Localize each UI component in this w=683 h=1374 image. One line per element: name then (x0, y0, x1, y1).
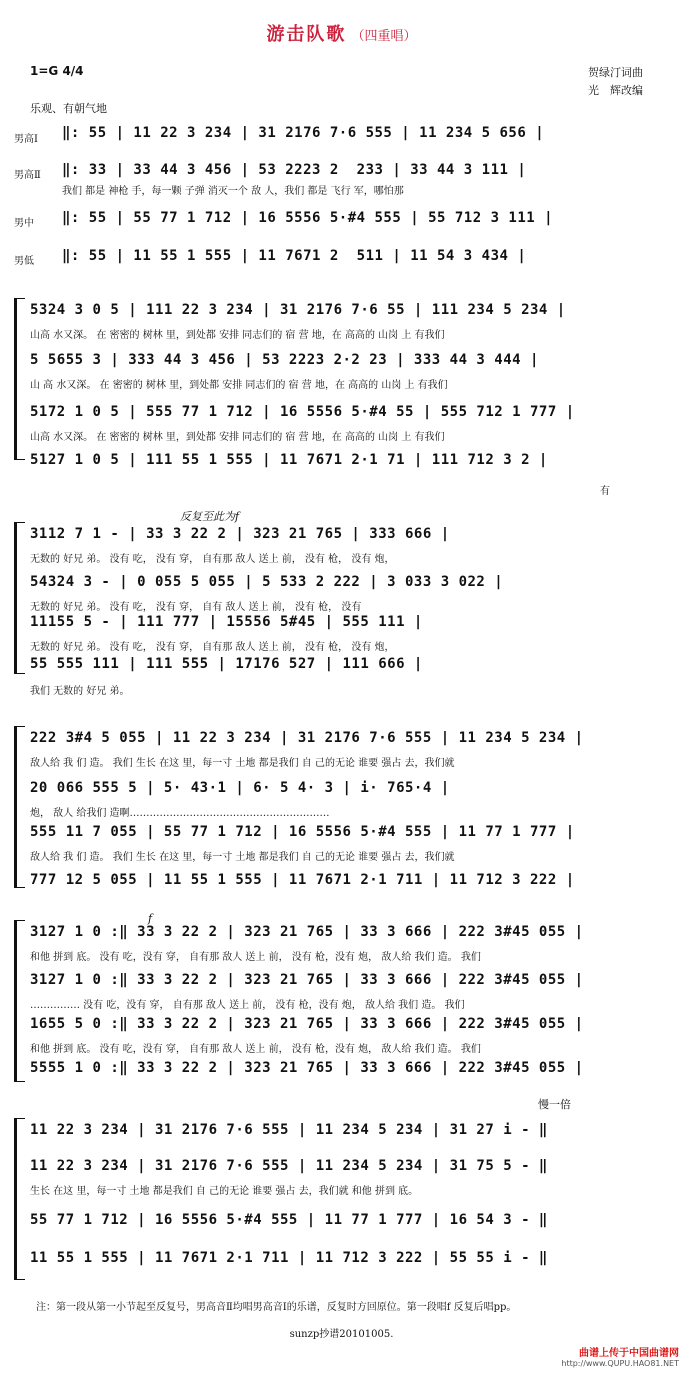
staff-s6-v4: 11 55 1 555 | 11 7671 2·1 711 | 11 712 3 222 | 55 55 i - ‖ (30, 1250, 548, 1266)
lyric-s3-v4: 我们 无数的 好兄 弟。 (30, 686, 130, 697)
staff-s5-v3: 1655 5 0 :‖ 33 3 22 2 | 323 21 765 | 33 3 666 | 222 3#45 055 | (30, 1016, 584, 1032)
staff-s5-v1: 3127 1 0 :‖ 33 3 22 2 | 323 21 765 | 33 3 666 | 222 3#45 055 | (30, 924, 584, 940)
lyric-s6-v2: 生长 在这 里，每一寸 土地 都是我们 自 己的无论 谁要 强占 去，我们就 和他 拼到 底。 (30, 1186, 419, 1197)
lyric-s2-v1: 山高 水又深。 在 密密的 树林 里，到处都 安排 同志们的 宿 营 地，在 高高的 山岗 上 有我们 (30, 330, 445, 341)
key-signature (30, 64, 84, 78)
staff-s3-v2: 54324 3 - | 0 055 5 055 | 5 533 2 222 | 3 033 3 022 | (30, 574, 504, 590)
staff-s6-v3: 55 77 1 712 | 16 5556 5·#4 555 | 11 77 1 777 | 16 54 3 - ‖ (30, 1212, 548, 1228)
staff-s3-v1: 3112 7 1 - | 33 3 22 2 | 323 21 765 | 333 666 | (30, 526, 450, 542)
website-watermark (561, 1344, 679, 1368)
staff-s5-v2: 3127 1 0 :‖ 33 3 22 2 | 323 21 765 | 33 3 666 | 222 3#45 055 | (30, 972, 584, 988)
dynamic-forte: f (148, 912, 153, 925)
system-bracket (14, 522, 25, 674)
lyric-s3-v1: 无数的 好兄 弟。 没有 吃， 没有 穿， 自有那 敌人 送上 前， 没有 枪， 没有 炮， (30, 554, 395, 565)
watermark-line1: 曲谱上传于中国曲谱网 (579, 1348, 679, 1359)
lyric-s1-v2: 我们 都是 神枪 手，每一颗 子弹 消灭一个 敌 人，我们 都是 飞行 军，哪怕那 (62, 186, 404, 197)
lyric-s5-v1: 和他 拼到 底。 没有 吃，没有 穿， 自有那 敌人 送上 前， 没有 枪，没有 炮， 敌人给 我们 造。 我们 (30, 952, 481, 963)
voice-label-baritone: 男中 (14, 218, 34, 229)
staff-s6-v2: 11 22 3 234 | 31 2176 7·6 555 | 11 234 5 234 | 31 75 5 - ‖ (30, 1158, 548, 1174)
staff-s1-v4: ‖: 55 | 11 55 1 555 | 11 7671 2 511 | 11 54 3 434 | (62, 248, 527, 264)
staff-s4-v3: 555 11 7 055 | 55 77 1 712 | 16 5556 5·#4 555 | 11 77 1 777 | (30, 824, 575, 840)
watermark-line2: http://www.QUPU.HAO81.NET (561, 1359, 679, 1368)
staff-s5-v4: 5555 1 0 :‖ 33 3 22 2 | 323 21 765 | 33 3 666 | 222 3#45 055 | (30, 1060, 584, 1076)
system-bracket (14, 1118, 25, 1280)
staff-s4-v1: 222 3#4 5 055 | 11 22 3 234 | 31 2176 7·6 555 | 11 234 5 234 | (30, 730, 584, 746)
staff-s2-v3: 5172 1 0 5 | 555 77 1 712 | 16 5556 5·#4 55 | 555 712 1 777 | (30, 404, 575, 420)
staff-s1-v3: ‖: 55 | 55 77 1 712 | 16 5556 5·#4 555 | 55 712 3 111 | (62, 210, 554, 226)
lyric-s5-v3: 和他 拼到 底。 没有 吃，没有 穿， 自有那 敌人 送上 前， 没有 枪，没有 炮， 敌人给 我们 造。 我们 (30, 1044, 481, 1055)
repeat-mark: 反复至此为f (180, 510, 240, 523)
lyric-s3-v3: 无数的 好兄 弟。 没有 吃， 没有 穿， 自有那 敌人 送上 前， 没有 枪， 没有 炮， (30, 642, 395, 653)
score-subtitle: （四重唱） (351, 29, 417, 44)
staff-s2-v4: 5127 1 0 5 | 111 55 1 555 | 11 7671 2·1 71 | 111 712 3 2 | (30, 452, 548, 468)
staff-s2-v2: 5 5655 3 | 333 44 3 456 | 53 2223 2·2 23 | 333 44 3 444 | (30, 352, 539, 368)
voice-label-tenor1: 男高Ⅰ (14, 134, 38, 145)
credit-arranger: 光 辉改编 (588, 84, 643, 97)
credit-composer: 贺绿汀词曲 (588, 66, 643, 79)
staff-s2-v1: 5324 3 0 5 | 111 22 3 234 | 31 2176 7·6 55 | 111 234 5 234 | (30, 302, 566, 318)
system-bracket (14, 298, 25, 460)
score-title: 游击队歌 (266, 24, 347, 45)
lyric-s2-v4: 有 (600, 486, 610, 497)
lyric-s5-v2: …………… 没有 吃，没有 穿， 自有那 敌人 送上 前， 没有 枪，没有 炮， 敌人给 我们 造。 我们 (30, 1000, 465, 1011)
score-title-block (0, 20, 683, 46)
staff-s6-v1: 11 22 3 234 | 31 2176 7·6 555 | 11 234 5 234 | 31 27 i - ‖ (30, 1122, 548, 1138)
staff-s4-v4: 777 12 5 055 | 11 55 1 555 | 11 7671 2·1 711 | 11 712 3 222 | (30, 872, 575, 888)
transcriber-signature: sunzp抄谱20101005. (289, 1329, 394, 1340)
tempo-change-mark: 慢一倍 (538, 1098, 571, 1111)
voice-label-bass: 男低 (14, 256, 34, 267)
time-signature: 4/4 (62, 64, 84, 78)
key-label: 1=G (30, 64, 59, 78)
tempo-marking: 乐观、有朝气地 (30, 102, 107, 115)
staff-s1-v1: ‖: 55 | 11 22 3 234 | 31 2176 7·6 555 | 11 234 5 656 | (62, 125, 545, 141)
system-bracket (14, 726, 25, 888)
lyric-s4-v1: 敌人给 我 们 造。 我们 生长 在这 里，每一寸 土地 都是我们 自 己的无论 谁要 强占 去，我们就 (30, 758, 455, 769)
lyric-s4-v3: 敌人给 我 们 造。 我们 生长 在这 里，每一寸 土地 都是我们 自 己的无论 谁要 强占 去，我们就 (30, 852, 455, 863)
lyric-s3-v2: 无数的 好兄 弟。 没有 吃， 没有 穿， 自有 敌人 送上 前， 没有 枪， 没有 (30, 602, 362, 613)
system-bracket (14, 920, 25, 1082)
staff-s4-v2: 20 066 555 5 | 5· 43·1 | 6· 5 4· 3 | i· 765·4 | (30, 780, 450, 796)
footnote: 注：第一段从第一小节起至反复号，男高音Ⅱ均唱男高音Ⅰ的乐谱，反复时方回原位。第一段唱f 反复后唱pp。 (36, 1302, 517, 1313)
lyric-s2-v2: 山 高 水又深。 在 密密的 树林 里，到处都 安排 同志们的 宿 营 地，在 高高的 山岗 上 有我们 (30, 380, 448, 391)
voice-label-tenor2: 男高Ⅱ (14, 170, 41, 181)
lyric-s4-v2: 炮， 敌人 给我们 造啊…………………………………………………… (30, 808, 330, 819)
staff-s3-v3: 11155 5 - | 111 777 | 15556 5#45 | 555 111 | (30, 614, 423, 630)
staff-s1-v2: ‖: 33 | 33 44 3 456 | 53 2223 2 233 | 33 44 3 111 | (62, 162, 527, 178)
lyric-s2-v3: 山高 水又深。 在 密密的 树林 里，到处都 安排 同志们的 宿 营 地，在 高高的 山岗 上 有我们 (30, 432, 445, 443)
staff-s3-v4: 55 555 111 | 111 555 | 17176 527 | 111 666 | (30, 656, 423, 672)
